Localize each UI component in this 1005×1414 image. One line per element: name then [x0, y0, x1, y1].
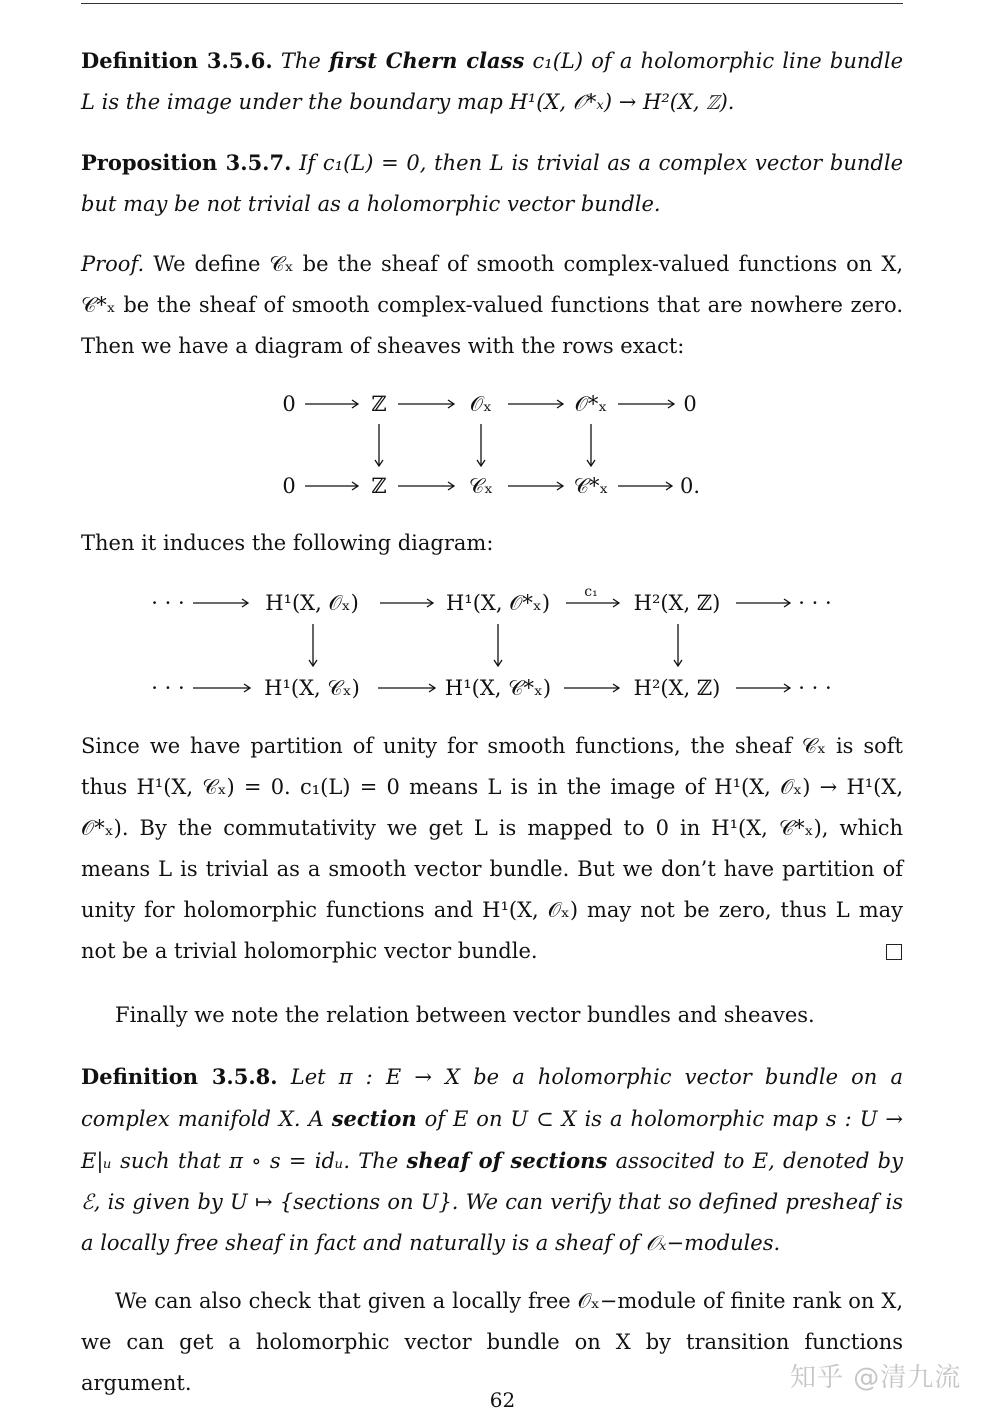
diagram2-top-2: H¹(X, 𝒪*ₓ) — [445, 591, 551, 615]
diagram2-bottom-1: H¹(X, 𝒞ₓ) — [264, 676, 360, 700]
defined-term: first Chern class — [329, 48, 525, 73]
definition-text-start: The — [280, 49, 321, 73]
definition-3-5-6 — [81, 40, 903, 123]
diagram2-arrow-top-3 — [566, 599, 619, 607]
definition-label: Definition 3.5.8. — [81, 1064, 278, 1089]
diagram1-arrow-bottom-1 — [305, 482, 358, 490]
top-rule — [81, 3, 903, 4]
diagram2-top-0: · · · — [151, 591, 185, 615]
diagram2-arrow-top-2 — [380, 599, 433, 607]
proposition-label: Proposition 3.5.7. — [81, 150, 292, 175]
cohomology-diagram — [0, 578, 1005, 708]
diagram1-arrow-bottom-2 — [398, 482, 454, 490]
definition-3-5-8 — [81, 1056, 903, 1264]
diagram1-top-3: 𝒪*ₓ — [574, 392, 608, 416]
definition-text-2: of E on U ⊂ X is a holomorphic map s : U → E|ᵤ such that π ∘ s = idᵤ. The — [81, 1107, 903, 1173]
diagram2-bottom-3: H²(X, ℤ) — [633, 676, 721, 700]
diagram1-bottom-4: 0. — [679, 474, 701, 498]
diagram1-top-0: 0 — [282, 392, 296, 416]
diagram2-top-4: · · · — [798, 591, 832, 615]
diagram2-arrow-top-1 — [193, 599, 248, 607]
diagram1-arrow-top-1 — [305, 400, 358, 408]
diagram1-top-1: ℤ — [371, 392, 387, 416]
diagram2-arrow-top-4 — [736, 599, 790, 607]
diagram1-bottom-1: ℤ — [371, 474, 387, 498]
diagram2-vertical-arrow-2 — [494, 624, 502, 666]
diagram2-bottom-2: H¹(X, 𝒞*ₓ) — [444, 676, 552, 700]
definition-text-3: associted to E, denoted by ℰ, is given by U ↦ {sections on U}. We can verify that so defined presheaf is a locally free sheaf in fact and naturally is a sheaf of 𝒪ₓ−modules. — [81, 1149, 903, 1255]
diagram1-arrow-top-2 — [398, 400, 454, 408]
defined-term-section: section — [331, 1106, 417, 1131]
diagram1-vertical-arrow-3 — [587, 424, 595, 466]
diagram2-top-1: H¹(X, 𝒪ₓ) — [265, 591, 359, 615]
diagram2-vertical-arrow-3 — [674, 624, 682, 666]
diagram1-bottom-2: 𝒞ₓ — [468, 474, 494, 498]
diagram2-top-3: H²(X, ℤ) — [633, 591, 721, 615]
diagram1-bottom-3: 𝒞*ₓ — [573, 474, 609, 498]
since-paragraph: Since we have partition of unity for smooth functions, the sheaf 𝒞ₓ is soft thus H¹(X, 𝒞ₓ) = 0. c₁(L) = 0 means L is in the image of H¹(X, 𝒪ₓ) → H¹(X, 𝒪*ₓ). By the commutativity we get L is mapped to 0 in H¹(X, 𝒞*ₓ), which means L is trivial as a smooth vector bundle. But we don’t have partition of unity for holomorphic functions and H¹(X, 𝒪ₓ) may not be zero, thus L may not be a trivial holomorphic vector bundle. — [81, 734, 903, 963]
c1-arrow-label: c₁ — [584, 584, 598, 600]
diagram1-arrow-top-4 — [618, 400, 674, 408]
induces-line: Then it induces the following diagram: — [81, 531, 494, 555]
sheaf-diagram — [0, 380, 1005, 505]
watermark: 知乎 @清九流 — [790, 1363, 962, 1393]
proof-paragraph — [81, 244, 903, 367]
diagram2-vertical-arrow-1 — [309, 624, 317, 666]
proof-label: Proof. — [81, 252, 145, 276]
diagram1-top-2: 𝒪ₓ — [469, 392, 493, 416]
diagram2-arrow-bottom-1 — [193, 684, 250, 692]
proposition-text: If c₁(L) = 0, then L is trivial as a complex vector bundle but may be not trivial as a holomorphic vector bundle. — [81, 151, 903, 216]
definition-text-1: Let π : E → X be a holomorphic vector bundle on a complex manifold X. A — [81, 1065, 903, 1131]
diagram1-top-4: 0 — [683, 392, 697, 416]
page-number: 62 — [489, 1388, 516, 1412]
diagram2-bottom-0: · · · — [151, 676, 185, 700]
diagram1-vertical-arrow-2 — [477, 424, 485, 466]
diagram2-arrow-bottom-3 — [564, 684, 619, 692]
last-paragraph: We can also check that given a locally free 𝒪ₓ−module of finite rank on X, we can get a holomorphic vector bundle on X by transition functions argument. — [81, 1289, 903, 1395]
diagram1-arrow-top-3 — [508, 400, 563, 408]
diagram1-bottom-0: 0 — [282, 474, 296, 498]
proposition-3-5-7 — [81, 142, 903, 225]
defined-term-sheaf-of-sections: sheaf of sections — [406, 1148, 608, 1173]
definition-text-end: c₁(L) of a holomorphic line bundle L is the image under the boundary map H¹(X, 𝒪*ₓ) → H²(X, ℤ). — [81, 49, 904, 114]
diagram2-arrow-bottom-2 — [378, 684, 435, 692]
diagram1-arrow-bottom-4 — [618, 482, 672, 490]
proof-text: We define 𝒞ₓ be the sheaf of smooth complex-valued functions on X, 𝒞*ₓ be the sheaf of smooth complex-valued functions that are nowhere zero. Then we have a diagram of sheaves with the rows exact: — [81, 252, 903, 358]
diagram1-vertical-arrow-1 — [375, 424, 383, 466]
finally-paragraph: Finally we note the relation between vector bundles and sheaves. — [115, 1003, 815, 1027]
diagram2-arrow-bottom-4 — [736, 684, 790, 692]
diagram1-arrow-bottom-3 — [508, 482, 563, 490]
qed-square-icon — [886, 944, 902, 960]
definition-label: Definition 3.5.6. — [81, 48, 273, 73]
diagram2-bottom-4: · · · — [798, 676, 832, 700]
